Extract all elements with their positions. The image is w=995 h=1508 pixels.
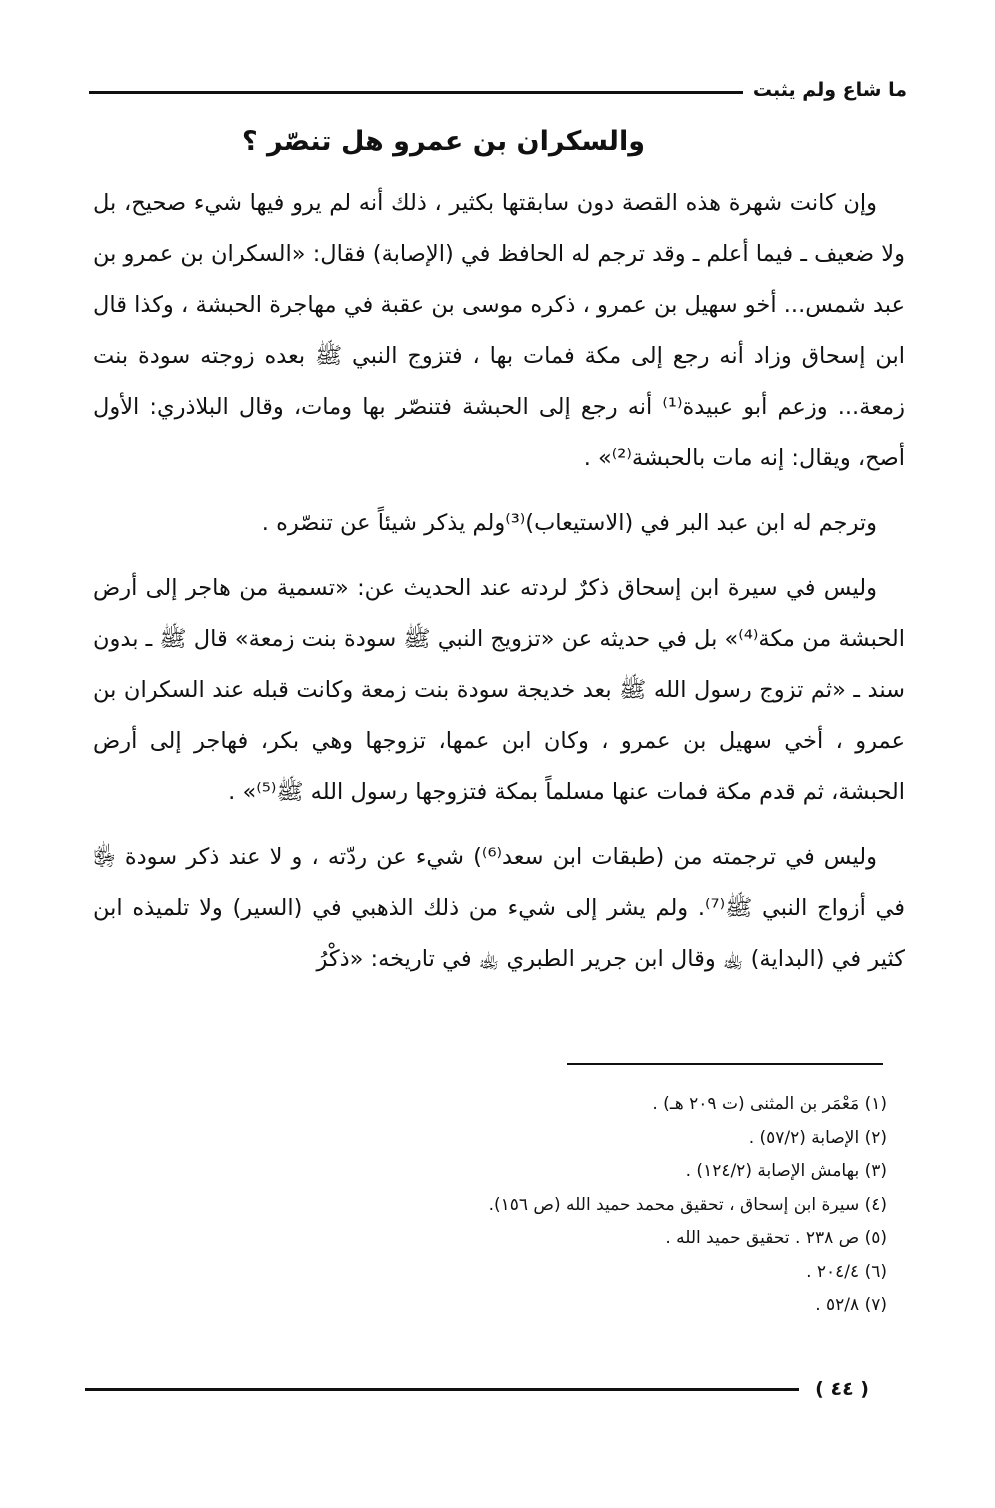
running-header-title: ما شاع ولم يثبت bbox=[752, 79, 907, 101]
footnote-6: (٦) ٢٠٤/٤ . bbox=[806, 1261, 887, 1282]
footnotes-list bbox=[187, 1088, 887, 1323]
header-rule bbox=[89, 91, 743, 94]
paragraph-1: وإن كانت شهرة هذه القصة دون سابقتها بكثير ، ذلك أنه لم يرو فيها شيء صحيح، بل ولا ضعيف ـ فيما أعلم ـ وقد ترجم له الحافظ في (الإصابة) فقال: «السكران بن عمرو بن عبد شمس... أخو سهيل بن عمرو ، ذكره موسى بن عقبة في مهاجرة الحبشة ، وكذا قال ابن إسحاق وزاد أنه رجع إلى مكة فمات بها ، فتزوج النبي ﷺ بعده زوجته سودة بنت زمعة... وزعم أبو عبيدة⁽¹⁾ أنه رجع إلى الحبشة فتنصّر بها ومات، وقال البلاذري: الأول أصح، ويقال: إنه مات بالحبشة⁽²⁾» . bbox=[93, 190, 905, 471]
footnote-1: (١) مَعْمَر بن المثنى (ت ٢٠٩ هـ) . bbox=[652, 1094, 887, 1114]
paragraph-3: وليس في سيرة ابن إسحاق ذكرٌ لردته عند الحديث عن: «تسمية من هاجر إلى أرض الحبشة من مكة⁽⁴⁾» بل في حديثه عن «تزويج النبي ﷺ سودة بنت زمعة» قال ﷺ ـ بدون سند ـ «ثم تزوج رسول الله ﷺ بعد خديجة سودة بنت زمعة وكانت قبله عند السكران بن عمرو ، أخي سهيل بن عمرو ، وكان ابن عمها، تزوجها وهي بكر، فهاجر إلى أرض الحبشة، ثم قدم مكة فمات عنها مسلماً بمكة فتزوجها رسول الله ﷺ⁽⁵⁾» . bbox=[93, 575, 906, 805]
section-heading: والسكران بن عمرو هل تنصّر ؟ bbox=[241, 126, 645, 157]
footnote-5: (٥) ص ٢٣٨ . تحقيق حميد الله . bbox=[665, 1228, 887, 1248]
body-text bbox=[93, 178, 905, 985]
page-footer bbox=[85, 1372, 875, 1406]
page-number: ( ٤٤ ) bbox=[815, 1378, 869, 1400]
footnote-7: (٧) ٥٢/٨ . bbox=[815, 1295, 887, 1315]
footnote-separator bbox=[567, 1063, 883, 1065]
footnote-2: (٢) الإصابة (٥٧/٢) . bbox=[748, 1127, 887, 1148]
paragraph-2: وترجم له ابن عبد البر في (الاستيعاب)⁽³⁾ولم يذكر شيئاً عن تنصّره . bbox=[261, 510, 877, 536]
footer-rule bbox=[85, 1388, 799, 1391]
paragraph-4: وليس في ترجمته من (طبقات ابن سعد⁽⁶⁾) شيء عن ردّته ، و لا عند ذكر سودة ﵂ في أزواج النبي ﷺ⁽⁷⁾. ولم يشر إلى شيء من ذلك الذهبي في (السير) ولا تلميذه ابن كثير في (البداية) ﵀ وقال ابن جرير الطبري ﵀ في تاريخه: «ذكْرُ bbox=[93, 844, 906, 972]
footnote-4: (٤) سيرة ابن إسحاق ، تحقيق محمد حميد الله (ص ١٥٦). bbox=[488, 1194, 887, 1215]
footnote-3: (٣) بهامش الإصابة (١٢٤/٢) . bbox=[685, 1161, 887, 1181]
running-header bbox=[89, 72, 907, 108]
